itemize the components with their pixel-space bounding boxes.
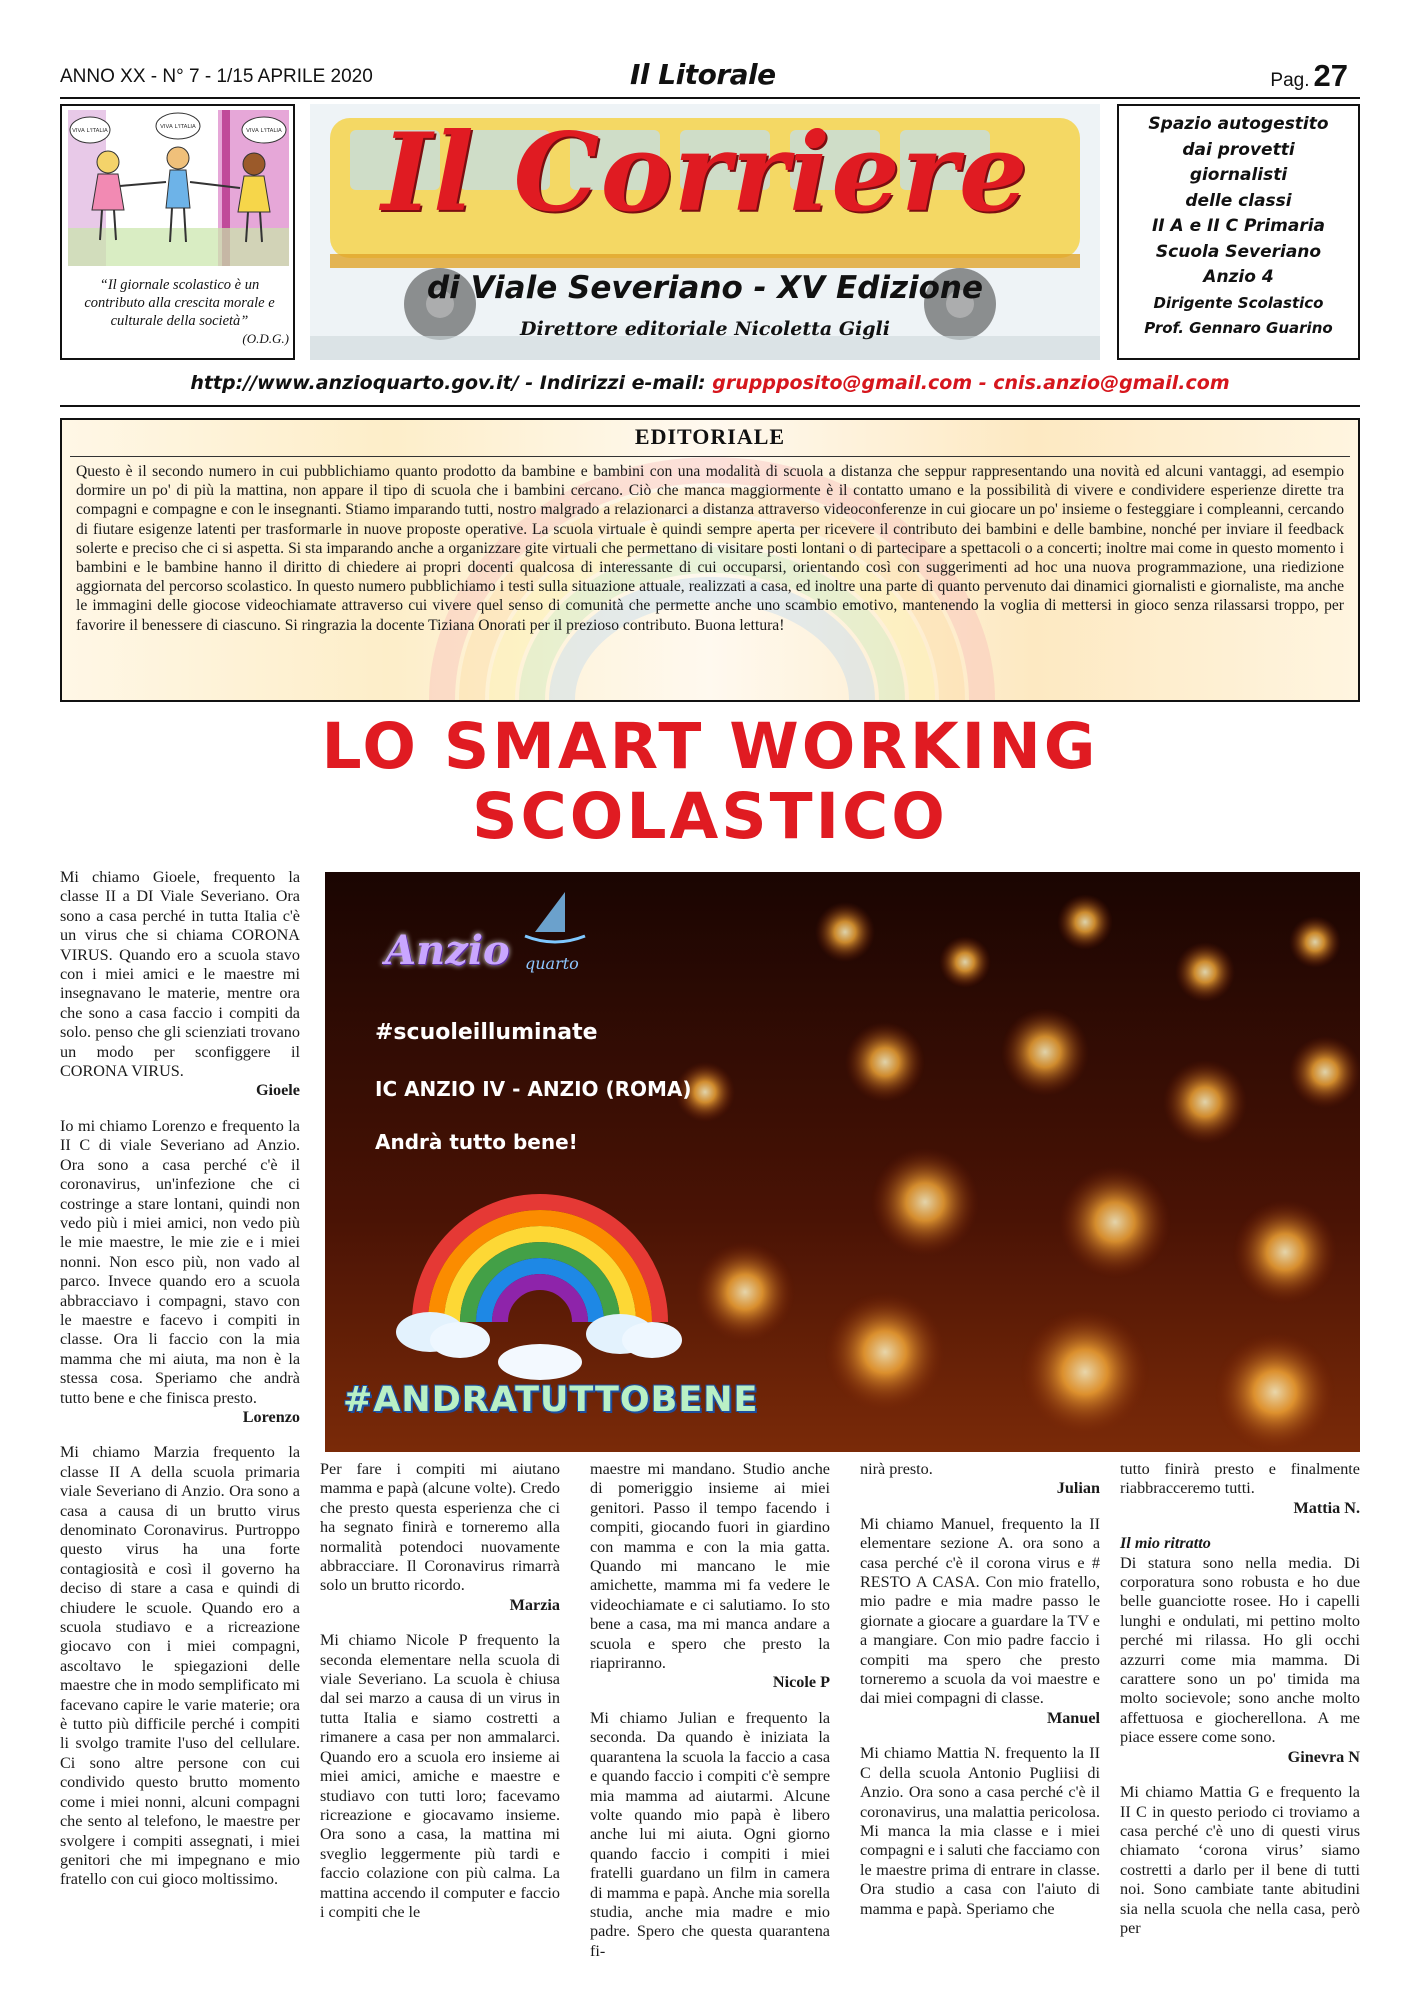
editorial-text: Questo è il secondo numero in cui pubblichiamo quanto prodotto da bambine e bambini con una modalità di scuola a distanza che seppur rappresentando una novità ed alcuni vantaggi, ad esempio dormire un po' di più la mattina, non appare il tipo di scuola che i bambini cercano. Ciò che manca maggiormente è il contatto umano e la possibilità di vivere e condividere esperienze dirette tra compagni e compagne e con le insegnanti. Stiamo imparando tutti, nostro malgrado a relazionarci a distanza attraverso videoconferenze in cui giocare un po' insieme o festeggiare i compleanni, cercando di fiutare esigenze latenti per trasformarle in nuove proposte operative. La scuola virtuale è quindi sempre aperta per ricevere il contributo dei bambini e delle bambine, nonché per inviare il feedback solerte e preciso che ci si aspetta. Si sta imparando anche a organizzare gite virtuali che permettano di visitare posti lontani o di partecipare a spettacoli o a concerti; inoltre mai come in questo momento i bambini e le bambine hanno il diritto di chiedere ai propri docenti qualcosa di interessante di cui occuparsi, orientando così con suggerimenti ad hoc una nuova programmazione, una riedizione aggiornata del percorso scolastico. In questo numero pubblichiamo i testi sulla situazione attuale, realizzati a casa, ed inoltre una parte di quanto pervenuto dai dinamici giornalisti e giornaliste, ma anche le immagini delle giocose videochiamate attraverso cui vivere quel senso di comunità che permette anche uno scambio emotivo, mantenendo la voglia di mettersi in gioco senza rilassarsi troppo, per favorire il benessere di ciascuno. Si ringrazia la docente Tiziana Onorati per il prezioso contributo. Buona lettura! <box>76 463 1344 634</box>
drawing-label-2: VIVA L'ITALIA <box>160 124 196 130</box>
article-ginevra-text: Di statura sono nella media. Di corporatura sono robusta e ho due belle guanciotte rosee. Ho i capelli lunghi e ondulati, mi pettino molto perché mi rilassa. Ho gli occhi azzurri come mia mamma. Di carattere sono un po' timida ma molto socievole; sono anche molto affettuosa e giocherellona. A me piace essere come sono. <box>1120 1553 1360 1747</box>
top-strip <box>60 58 1360 94</box>
article-julian-author: Julian <box>1056 1479 1100 1498</box>
masthead-title: Il Corriere <box>381 110 1029 236</box>
article-marzia-text-part1: Mi chiamo Marzia frequento la classe II A della scuola primaria viale Severiano di Anzio. Ora sono a casa a causa di un brutto virus denominato Coronavirus. Purtroppo questo virus ha una forte contagiosità e così il governo ha deciso di stare a casa e quindi di chiudere le scuole. Quando ero a scuola studiavo e a ricreazione giocavo con i miei compagni, ascoltavo le spiegazioni delle maestre che in modo semplificato mi facevano capire le varie materie; ora è tutto più difficile perché i compiti li svolgo tramite l'uso del cellulare. Ci sono altre persone con cui condivido questo brutto momento come i miei nonni, alcuni compagni che sento al telefono, le maestre per svolgere i compiti assegnati, i miei genitori che mi impegnano e mio fratello con cui gioco moltissimo. <box>60 1443 300 1889</box>
article-manuel-author: Manuel <box>1046 1708 1100 1727</box>
info-line: delle classi <box>1185 190 1292 211</box>
page-number <box>1270 58 1348 94</box>
photo-hashtag-banner: #ANDRATUTTOBENE <box>343 1380 759 1420</box>
article-ginevra-author: Ginevra N <box>1287 1747 1360 1766</box>
info-line: Scuola Severiano <box>1155 241 1322 262</box>
photo-caption-hashtag: #scuoleilluminate <box>375 1020 598 1045</box>
contacts-separator: - Indirizzi e-mail: <box>518 372 713 394</box>
info-line: giornalisti <box>1189 165 1288 185</box>
info-box <box>1117 104 1360 360</box>
article-lorenzo-author: Lorenzo <box>242 1407 300 1426</box>
email-link-2[interactable]: cnis.anzio@gmail.com <box>993 372 1230 394</box>
article-nicole-author: Nicole P <box>772 1673 830 1692</box>
article-nicole-text-part2: maestre mi mandano. Studio anche di pomeriggio insieme ai miei genitori. Passo il tempo facendo i compiti, giocando fuori in giardino con mamma e con la mia gatta. Quando mi mancano le mie amichette, mamma mi fa vedere le videochiamate e ci salutiamo. Io sto bene a casa, ma mi manca andare a scuola e spero che presto la riapriranno. <box>590 1460 830 1673</box>
issue-info: ANNO XX - N° 7 - 1/15 APRILE 2020 <box>60 66 373 87</box>
masthead-director: Direttore editoriale Nicoletta Gigli <box>519 318 890 340</box>
article-mattia-g-text: Mi chiamo Mattia G e frequento la II C in questo periodo ci troviamo a casa perché c'è uno di questi virus chiamato ‘corona virus’ siamo costretti a darlo per il bene di tutti noi. Sono cambiate tante abitudini sia nella scuola che nella casa, però per <box>1120 1783 1360 1937</box>
article-julian-text-part1: Mi chiamo Julian e frequento la seconda. Da quando è iniziata la quarantena la scuola la faccio a casa e quando faccio i compiti c'è sempre mia mamma ad aiutarmi. Alcune volte quando mio papà è libero anche lui mi aiuta. Ogni giorno quando faccio i compiti i miei fratelli guardano un film in camera di mamma e papà. Anche mia sorella studia, anche mia madre e mio padre. Spero che questa quarantena fi- <box>590 1708 830 1960</box>
column-5 <box>1120 1460 1360 1938</box>
article-nicole-text-part1: Mi chiamo Nicole P frequento la seconda elementare nella scuola di viale Severiano. La scuola è chiusa dal sei marzo a causa di un virus in tutta Italia e siamo costretti a rimanere a casa per non ammalarci. Quando ero a scuola ero insieme ai miei amici, amiche e maestre e studiavo con tutti loro; facevamo ricreazione e giocavamo insieme. Ora sono a casa, la mattina mi sveglio leggermente più tardi e faccio colazione con più calma. La mattina accendo il computer e faccio i compiti che le <box>320 1631 560 1921</box>
motto-source: (O.D.G.) <box>242 331 289 346</box>
contacts-separator-2: - <box>972 372 994 394</box>
article-gioele-author: Gioele <box>255 1081 300 1100</box>
paper-name: Il Litorale <box>630 58 776 91</box>
info-line: Spazio autogestito <box>1148 114 1329 134</box>
article-gioele-text: Mi chiamo Gioele, frequento la classe II a DI Viale Severiano. Ora sono a casa perché in tutta Italia c'è un virus che si chiama CORONA VIRUS. Quando ero a scuola stavo con i miei amici e le maestre mi insegnavano le materie, mentre ora che sono a casa faccio i compiti da solo. penso che gli scienziati trovano un modo per sconfiggere il CORONA VIRUS. <box>60 868 300 1081</box>
column-2 <box>320 1460 560 1922</box>
kids-drawing-box <box>60 104 295 360</box>
editorial-box <box>60 418 1360 702</box>
article-mattia-n-author: Mattia N. <box>1293 1498 1360 1517</box>
article-lorenzo-text: Io mi chiamo Lorenzo e frequento la II C di viale Severiano ad Anzio. Ora sono a casa perché c'è il coronavirus, un'infezione che ci costringe a stare lontani, quindi non vedo più i miei amici, non vedo più le mie maestre, le mie zie e i miei nonni. Non esco più, non vado al parco. Invece quando ero a scuola abbracciavo i compagni, stavo con le maestre e facevo i compiti in classe. Ora li faccio con la mia mamma che mi aiuta, ma non è la stessa cosa. Speriamo che andrà tutto bene e che finisca presto. <box>60 1116 300 1407</box>
contacts-line <box>60 372 1360 394</box>
article-marzia-text-part2: Per fare i compiti mi aiutano mamma e papà (alcune volte). Credo che presto questa esperienza che ci ha segnato finirà e torneremo alla normalità potendoci nuovamente abbracciare. Il Coronavirus rimarrà solo un brutto ricordo. <box>320 1460 560 1595</box>
motto-text: “Il giornale scolastico è un contributo alla crescita morale e culturale della società” <box>84 277 275 329</box>
info-line: dai provetti <box>1182 139 1295 160</box>
drawing-label-3: VIVA L'ITALIA <box>246 128 282 134</box>
children-drawing-illustration <box>68 110 289 266</box>
masthead <box>310 104 1100 360</box>
info-line: II A e II C Primaria <box>1151 216 1326 236</box>
email-link-1[interactable]: gruppposito@gmail.com <box>712 372 973 394</box>
website-link[interactable]: http://www.anzioquarto.gov.it/ <box>190 372 519 394</box>
header <box>60 104 1360 366</box>
photo-logo: Anzio <box>385 927 510 974</box>
headline <box>60 712 1360 852</box>
photo-logo-sub: quarto <box>525 954 579 973</box>
headline-line-2: SCOLASTICO <box>472 780 948 853</box>
article-mattia-n-text-part1: Mi chiamo Mattia N. frequento la II C della scuola Antonio Pugliisi di Anzio. Ora sono a casa perché c'è il coronavirus, una malattia pericolosa. Mi manca la mia classe e i miei compagni e i saluti che facciamo con le maestre prima di entrare in classe. Ora studio a casa con l'aiuto di mamma e papà. Speriamo che <box>860 1744 1101 1918</box>
column-3 <box>590 1460 830 1961</box>
editorial-divider <box>70 456 1350 457</box>
article-ginevra-subtitle: Il mio ritratto <box>1120 1534 1211 1553</box>
article-manuel-text: Mi chiamo Manuel, frequento la II elementare sezione A. ora sono a casa perché c'è il corona virus e # RESTO A CASA. Con mio fratello, mio padre e mia madre passo le giornate a giocare a guardare la TV e a mangiare. Con mio padre faccio i compiti ma spero che presto torneremo a scuola da voi maestre e dai miei compagni di classe. <box>860 1514 1100 1708</box>
drawing-label-1: VIVA L'ITALIA <box>72 128 108 134</box>
top-divider <box>60 97 1360 99</box>
info-principal-label: Dirigente Scolastico <box>1153 293 1324 312</box>
candles-photo <box>325 872 1360 1452</box>
photo-caption-school: IC ANZIO IV - ANZIO (ROMA) <box>375 1077 692 1101</box>
article-marzia-author: Marzia <box>509 1595 560 1614</box>
info-line: Anzio 4 <box>1203 267 1274 287</box>
headline-line-1: LO SMART WORKING <box>321 710 1099 783</box>
page-label: Pag. <box>1270 70 1310 91</box>
masthead-subtitle: di Viale Severiano - XV Edizione <box>426 270 984 306</box>
info-principal-name: Prof. Gennaro Guarino <box>1144 318 1333 337</box>
page-number-value: 27 <box>1313 58 1348 93</box>
article-mattia-n-text-part2: tutto finirà presto e finalmente riabbracceremo tutti. <box>1120 1460 1360 1498</box>
contacts-divider <box>60 405 1360 407</box>
editorial-title: EDITORIALE <box>634 424 786 449</box>
article-julian-text-part2: nirà presto. <box>860 1460 933 1478</box>
column-4 <box>860 1460 1100 1919</box>
photo-caption-slogan: Andrà tutto bene! <box>375 1130 578 1154</box>
column-1 <box>60 868 300 1890</box>
motto <box>70 276 289 348</box>
